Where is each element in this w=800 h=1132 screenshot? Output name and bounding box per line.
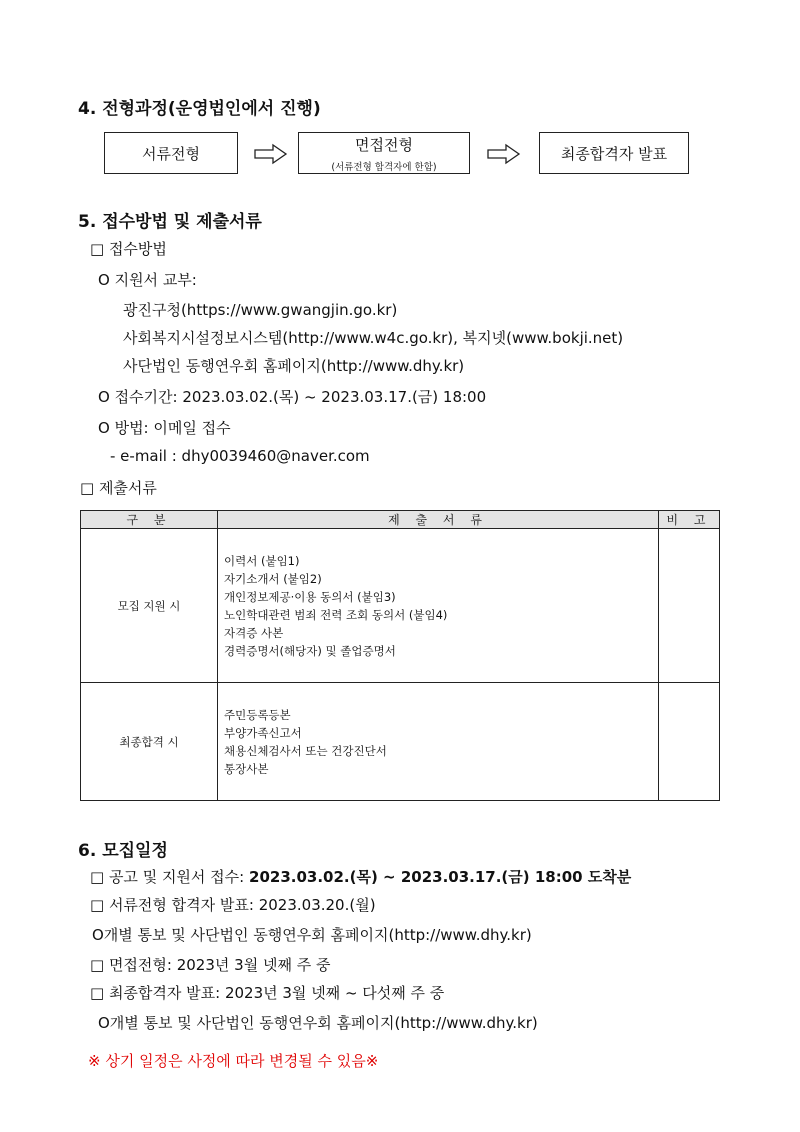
schedule-item-sub: O개별 통보 및 사단법인 동행연우회 홈페이지(http://www.dhy.kr) [98, 1014, 538, 1032]
process-step-note: (서류전형 합격자에 한함) [331, 161, 437, 173]
table-header-docs: 제 출 서 류 [218, 511, 659, 529]
application-method: O 방법: 이메일 접수 [98, 419, 231, 437]
documents-table [80, 510, 720, 801]
method-header: □ 접수방법 [90, 240, 167, 258]
distribution-line: 사회복지시설정보시스템(http://www.w4c.go.kr), 복지넷(www.bokji.net) [123, 329, 624, 347]
section5-title: 5. 접수방법 및 제출서류 [78, 212, 262, 232]
section4-title: 4. 전형과정(운영법인에서 진행) [78, 99, 321, 119]
table-header-note: 비 고 [659, 511, 720, 529]
table-cell-category: 모집 지원 시 [81, 529, 218, 683]
schedule-item-date: 2023.03.02.(목) ~ 2023.03.17.(금) 18:00 도착분 [249, 868, 632, 886]
process-step-final-announcement [539, 132, 689, 174]
doc-item: 노인학대관련 범죄 전력 조회 동의서 (붙임4) [224, 607, 448, 622]
doc-item: 자기소개서 (붙임2) [224, 571, 322, 586]
schedule-item-sub: O개별 통보 및 사단법인 동행연우회 홈페이지(http://www.dhy.kr) [92, 926, 532, 944]
schedule-item-interview: □ 면접전형: 2023년 3월 넷째 주 중 [90, 956, 331, 974]
doc-item: 경력증명서(해당자) 및 졸업증명서 [224, 643, 396, 658]
doc-item: 통장사본 [224, 761, 269, 776]
process-step-label: 최종합격자 발표 [560, 144, 668, 163]
process-step-label: 면접전형 [355, 135, 413, 154]
table-header-category: 구 분 [81, 511, 218, 529]
table-row [81, 529, 720, 683]
distribution-line: 광진구청(https://www.gwangjin.go.kr) [123, 301, 398, 319]
email-address: - e-mail : dhy0039460@naver.com [110, 447, 370, 465]
right-arrow-icon [487, 143, 521, 165]
application-period: O 접수기간: 2023.03.02.(목) ~ 2023.03.17.(금) 18:00 [98, 388, 487, 406]
doc-item: 자격증 사본 [224, 625, 284, 640]
doc-item: 부양가족신고서 [224, 725, 302, 740]
distribution-line: 사단법인 동행연우회 홈페이지(http://www.dhy.kr) [123, 357, 465, 375]
doc-item: 채용신체검사서 또는 건강진단서 [224, 743, 387, 758]
doc-item: 개인정보제공·이용 동의서 (붙임3) [224, 589, 396, 604]
table-cell-category: 최종합격 시 [81, 683, 218, 801]
table-cell-docs [218, 683, 659, 801]
schedule-notice: ※ 상기 일정은 사정에 따라 변경될 수 있음※ [88, 1052, 379, 1070]
distribution-label: O 지원서 교부: [98, 271, 197, 289]
schedule-item-final-result: □ 최종합격자 발표: 2023년 3월 넷째 ~ 다섯째 주 중 [90, 984, 445, 1002]
schedule-item-document-result: □ 서류전형 합격자 발표: 2023.03.20.(월) [90, 896, 376, 914]
table-row [81, 683, 720, 801]
schedule-item-application [90, 866, 631, 887]
doc-item: 이력서 (붙임1) [224, 553, 300, 568]
process-step-label: 서류전형 [142, 144, 200, 163]
section6-title: 6. 모집일정 [78, 841, 168, 861]
table-cell-note [659, 529, 720, 683]
process-step-document-screening [104, 132, 238, 174]
table-header-row [81, 511, 720, 529]
process-step-interview [298, 132, 470, 174]
right-arrow-icon [254, 143, 288, 165]
docs-header: □ 제출서류 [80, 479, 157, 497]
doc-item: 주민등록등본 [224, 707, 291, 722]
table-cell-note [659, 683, 720, 801]
schedule-item-label: □ 공고 및 지원서 접수: [90, 868, 245, 886]
table-cell-docs [218, 529, 659, 683]
